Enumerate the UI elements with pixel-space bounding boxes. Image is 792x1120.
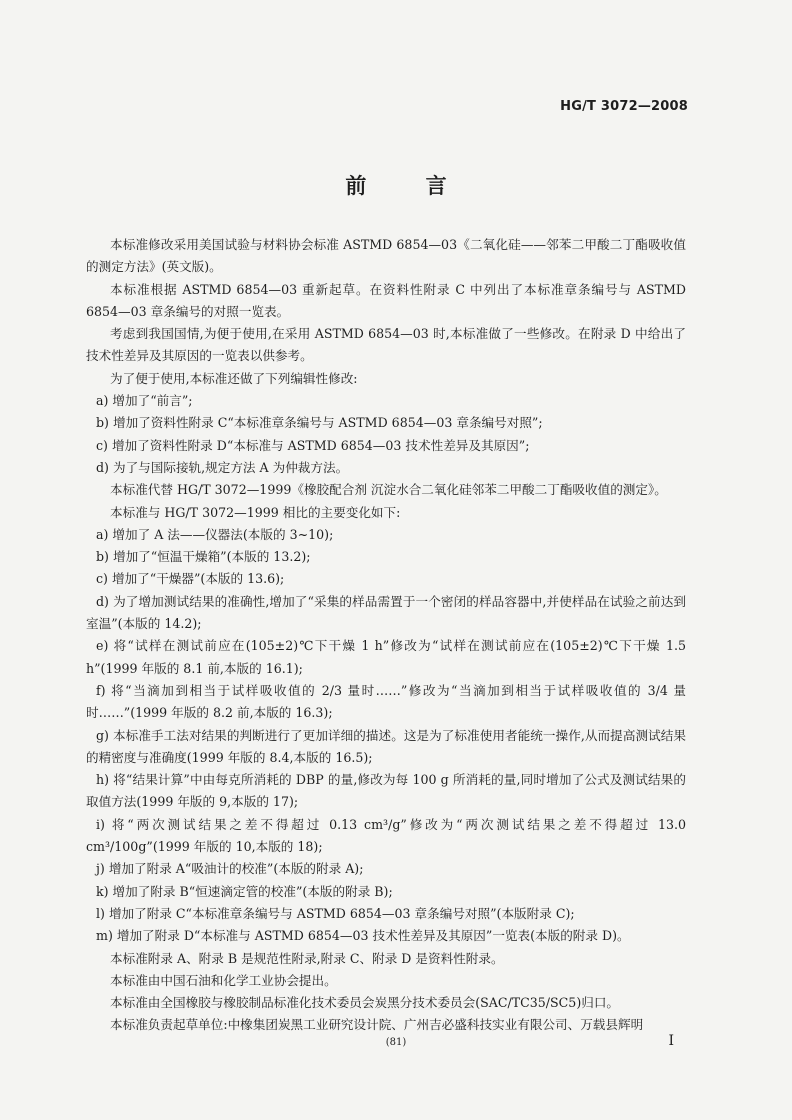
paragraph-7: 本标准附录 A、附录 B 是规范性附录,附录 C、附录 D 是资料性附录。 <box>110 950 504 966</box>
paragraph-9: 本标准由全国橡胶与橡胶制品标准化技术委员会炭黑分技术委员会(SAC/TC35/SC5)归口。 <box>110 995 620 1011</box>
paragraph-8: 本标准由中国石油和化学工业协会提出。 <box>110 972 337 988</box>
list-item: d) 为了与国际接轨,规定方法 A 为仲裁方法。 <box>96 459 349 475</box>
list-item: l) 增加了附录 C“本标准章条编号与 ASTMD 6854—03 章条编号对照”(本版附录 C); <box>96 905 575 921</box>
list-item: d) 为了增加测试结果的准确性,增加了“采集的样品需置于一个密闭的样品容器中,并使样品在试验之前达到室温”(本版的 14.2); <box>86 593 686 632</box>
list-item: h) 将“结果计算”中由每克所消耗的 DBP 的量,修改为每 100 g 所消耗的量,同时增加了公式及测试结果的取值方法(1999 年版的 9,本版的 17); <box>86 772 686 810</box>
list-item: m) 增加了附录 D“本标准与 ASTMD 6854—03 技术性差异及其原因”一览表(本版的附录 D)。 <box>96 928 630 944</box>
list-item: f) 将“当滴加到相当于试样吸收值的 2/3 量时……”修改为“当滴加到相当于试样吸收值的 3/4 量时……”(1999 年版的 8.2 前,本版的 16.3); <box>86 682 686 721</box>
paragraph-10: 本标准负责起草单位:中橡集团炭黑工业研究设计院、广州吉必盛科技实业有限公司、万载县辉明 <box>110 1017 644 1033</box>
roman-page-number: I <box>668 1033 674 1049</box>
list-item: a) 增加了 A 法——仪器法(本版的 3~10); <box>96 526 334 542</box>
list-item: i) 将“两次测试结果之差不得超过 0.13 cm³/g”修改为“两次测试结果之差不得超过 13.0 cm³/100g”(1999 年版的 10,本版的 18); <box>86 816 686 855</box>
list-item: c) 增加了资料性附录 D“本标准与 ASTMD 6854—03 技术性差异及其原因”; <box>96 437 530 453</box>
list-item: b) 增加了“恒温干燥箱”(本版的 13.2); <box>96 549 311 565</box>
list-item: c) 增加了“干燥器”(本版的 13.6); <box>96 571 285 587</box>
paragraph-6: 本标准与 HG/T 3072—1999 相比的主要变化如下: <box>110 504 401 520</box>
list-item: a) 增加了“前言”; <box>96 393 193 409</box>
list-item: j) 增加了附录 A“吸油计的校准”(本版的附录 A); <box>96 861 364 877</box>
list-item: b) 增加了资料性附录 C“本标准章条编号与 ASTMD 6854—03 章条编号对照”; <box>96 415 543 431</box>
paragraph-1: 本标准修改采用美国试验与材料协会标准 ASTMD 6854—03《二氧化硅——邻苯二甲酸二丁酯吸收值的测定方法》(英文版)。 <box>86 237 686 275</box>
list-item: k) 增加了附录 B“恒速滴定管的校准”(本版的附录 B); <box>96 883 393 899</box>
body-text <box>86 234 686 1037</box>
list-item: g) 本标准手工法对结果的判断进行了更加详细的描述。这是为了标准使用者能统一操作,从而提高测试结果的精密度与准确度(1999 年版的 8.4,本版的 16.5); <box>86 727 686 765</box>
page-title: 前 言 <box>345 174 473 198</box>
paragraph-3: 考虑到我国国情,为便于使用,在采用 ASTMD 6854—03 时,本标准做了一些修改。在附录 D 中给出了技术性差异及其原因的一览表以供参考。 <box>86 326 686 364</box>
page-number-paren: (81) <box>385 1037 407 1048</box>
paragraph-2: 本标准根据 ASTMD 6854—03 重新起草。在资料性附录 C 中列出了本标准章条编号与 ASTMD 6854—03 章条编号的对照一览表。 <box>86 281 686 319</box>
paragraph-5: 本标准代替 HG/T 3072—1999《橡胶配合剂 沉淀水合二氧化硅邻苯二甲酸二丁酯吸收值的测定》。 <box>110 482 667 498</box>
list-item: e) 将“试样在测试前应在(105±2)℃下干燥 1 h”修改为“试样在测试前应在(105±2)℃下干燥 1.5 h”(1999 年版的 8.1 前,本版的 16.1); <box>86 638 686 676</box>
standard-number: HG/T 3072—2008 <box>560 99 688 114</box>
paragraph-4: 为了便于使用,本标准还做了下列编辑性修改: <box>110 370 358 386</box>
